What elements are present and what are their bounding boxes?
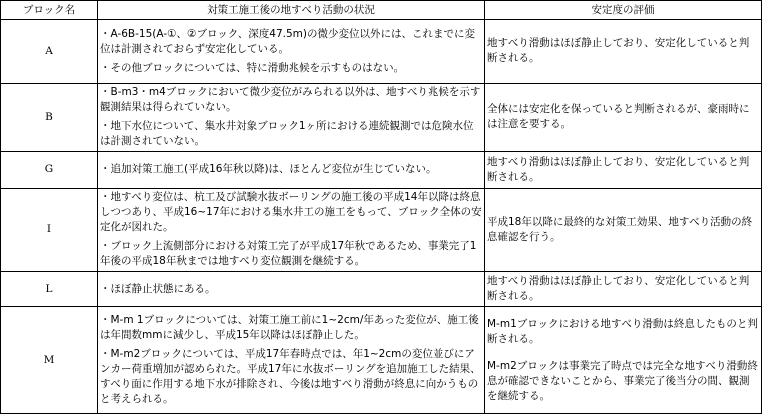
header-row [1, 1, 762, 20]
evaluation-cell [485, 20, 762, 84]
evaluation-text: 平成18年以降に最終的な対策工効果、地すべり活動の終息確認を行う。 [487, 215, 753, 243]
condition-item: ・M-m2ブロックについては、平成17年春時点では、年1~2cmの変位並びにアンカー荷重増加が認められた。平成17年に水抜ボーリングを追加施工した結果、すべり面に作用する地下水が排除され、今後は地すべり滑動が終息に向かうものと考えられる。 [100, 348, 481, 406]
table-row [1, 20, 762, 84]
table-row [1, 271, 762, 307]
header-block-name: ブロック名 [1, 1, 98, 20]
block-name: G [1, 152, 98, 189]
table-row [1, 152, 762, 189]
evaluation-text: 地すべり滑動はほぼ静止しており、安定化していると判断される。 [487, 37, 750, 65]
condition-item: ・地すべり変位は、杭工及び試験水抜ボーリングの施工後の平成14年以降は終息しつつあり、平成16~17年における集水井工の施工をもって、ブロック全体の安定化が図れた。 [100, 191, 482, 234]
condition-cell [98, 152, 485, 189]
header-condition: 対策工施工後の地すべり活動の状況 [98, 1, 485, 20]
evaluation-text: 全体には安定化を保っていると判断されるが、豪雨時には注意を要する。 [487, 103, 750, 131]
table-row [1, 307, 762, 414]
condition-item: ・その他ブロックについては、特に滑動兆候を示すものはない。 [100, 61, 405, 74]
condition-item: ・ブロック上流側部分における対策工完了が平成17年秋であるため、事業完了1年後の平成18年秋までは地すべり変位観測を継続する。 [100, 240, 477, 268]
condition-item: ・M-m 1ブロックについては、対策工施工前に1~2cm/年あった変位が、施工後は年間数mmに減少し、平成15年以降はほぼ静止した。 [100, 314, 479, 342]
block-name: B [1, 83, 98, 151]
evaluation-cell [485, 271, 762, 307]
condition-cell [98, 271, 485, 307]
evaluation-text: 地すべり滑動はほぼ静止しており、安定化していると判断される。 [487, 275, 750, 303]
condition-cell [98, 188, 485, 271]
evaluation-cell [485, 188, 762, 271]
evaluation-cell [485, 152, 762, 189]
evaluation-cell [485, 307, 762, 414]
condition-item: ・追加対策工施工(平成16年秋以降)は、ほとんど変位が生じていない。 [100, 163, 437, 176]
condition-item: ・地下水位について、集水井対象ブロック1ヶ所における連続観測では危険水位は計測されていない。 [100, 120, 474, 148]
table-row [1, 188, 762, 271]
condition-cell [98, 20, 485, 84]
block-name: A [1, 20, 98, 84]
condition-item: ・A-6B-15(A-①、②ブロック、深度47.5m)の微少変位以外には、これまでに変位は計測されておらず安定化している。 [100, 27, 476, 55]
condition-cell [98, 307, 485, 414]
header-evaluation: 安定度の評価 [485, 1, 762, 20]
condition-item: ・ほぼ静止状態にある。 [100, 282, 216, 295]
condition-item: ・B-m3・m4ブロックにおいて微少変位がみられる以外は、地すべり兆候を示す観測結果は得られていない。 [100, 86, 481, 114]
table-row [1, 83, 762, 151]
block-name: M [1, 307, 98, 414]
evaluation-cell [485, 83, 762, 151]
evaluation-text: M-m1ブロックにおける地すべり滑動は終息したものと判断される。 [487, 317, 758, 345]
evaluation-text: 地すべり滑動はほぼ静止しており、安定化していると判断される。 [487, 155, 750, 183]
block-name: L [1, 271, 98, 307]
block-name: I [1, 188, 98, 271]
condition-cell [98, 83, 485, 151]
evaluation-text: M-m2ブロックは事業完了時点では完全な地すべり滑動終息が確認できないことから、事業完了後当分の間、観測を継続する。 [487, 359, 758, 402]
